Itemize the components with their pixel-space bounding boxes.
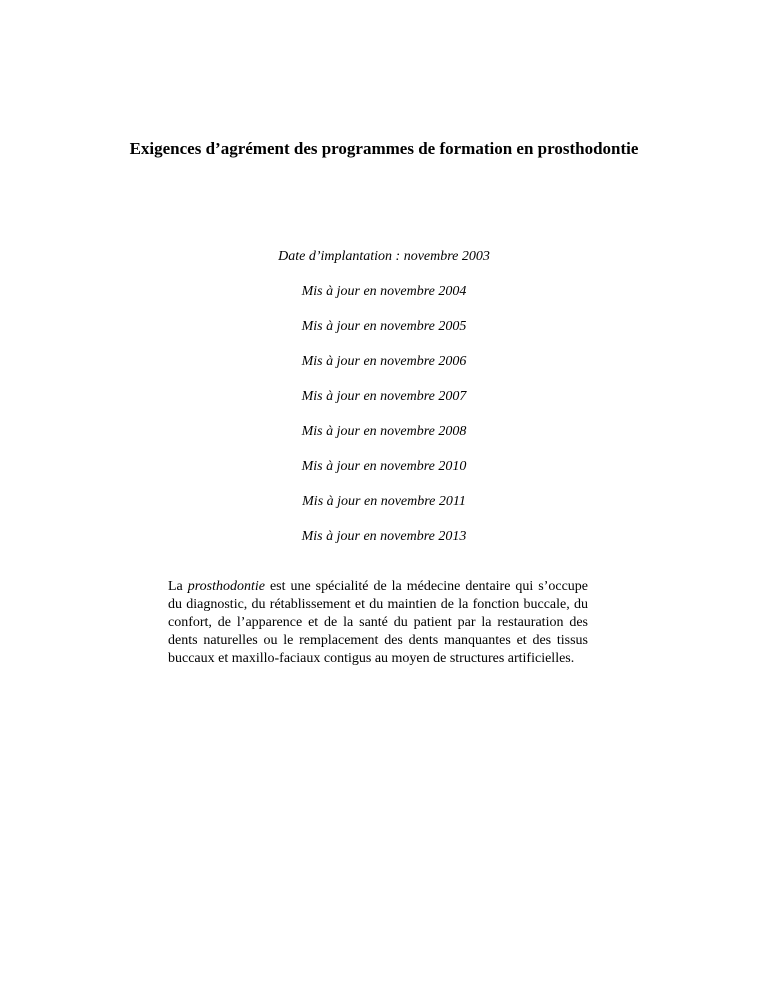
update-date: Mis à jour en novembre 2013	[301, 529, 467, 544]
definition-lead: La	[168, 579, 188, 594]
update-date: Mis à jour en novembre 2011	[302, 494, 466, 509]
update-date: Mis à jour en novembre 2006	[301, 354, 467, 369]
definition-body: est une spécialité de la médecine dentaire qui s’occupe du diagnostic, du rétablissement et du maintien de la fonction buccale, du confort, de l’apparence et de la santé du patient par la restauration des dents naturelles ou le remplacement des dents manquantes et des tissus buccaux et maxillo-faciaux contigus au moyen de structures artificielles.	[168, 579, 588, 666]
definition-term: prosthodontie	[187, 579, 265, 594]
update-date: Mis à jour en novembre 2008	[301, 424, 467, 439]
update-date: Mis à jour en novembre 2007	[301, 389, 467, 404]
update-date: Mis à jour en novembre 2010	[301, 459, 467, 474]
update-date: Mis à jour en novembre 2004	[301, 284, 467, 299]
update-date: Mis à jour en novembre 2005	[301, 319, 467, 334]
document-title: Exigences d’agrément des programmes de formation en prosthodontie	[129, 139, 639, 158]
revision-dates-list	[0, 248, 768, 563]
implementation-date: Date d’implantation : novembre 2003	[278, 249, 490, 264]
specialty-definition-paragraph	[168, 578, 588, 668]
